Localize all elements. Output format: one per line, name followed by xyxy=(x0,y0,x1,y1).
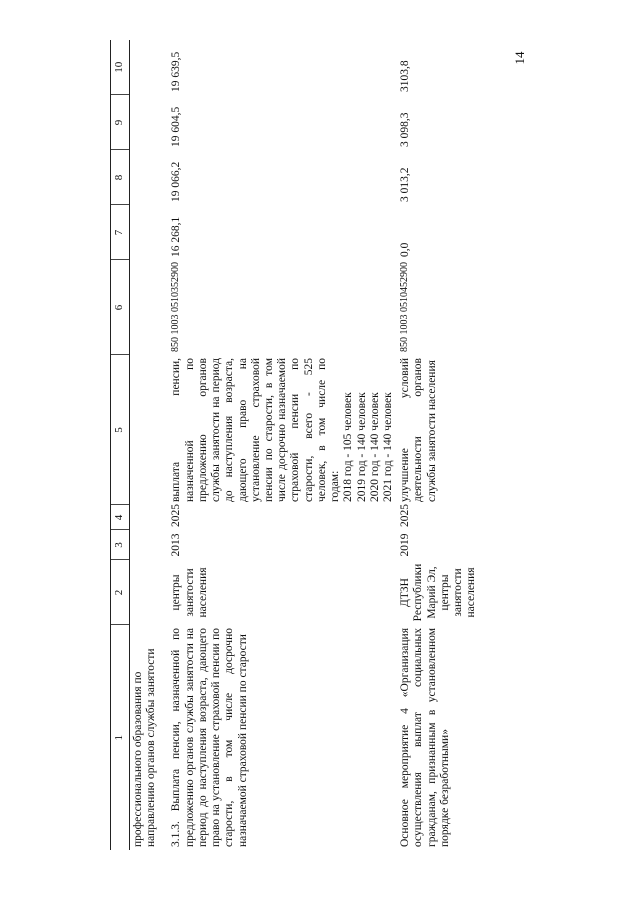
start-year: 2019 xyxy=(399,533,412,557)
col-num-1: 1 xyxy=(111,625,130,850)
budget-code: 850 1003 0510452900 xyxy=(399,262,411,352)
value-col10: 19 639,5 xyxy=(170,51,183,92)
col-num-10: 10 xyxy=(111,40,130,95)
year-2: 2019 год - 140 человек xyxy=(355,392,368,502)
year-3: 2020 год - 140 человек xyxy=(368,392,381,502)
end-year: 2025 xyxy=(170,504,183,527)
table-row xyxy=(168,40,397,850)
start-year: 2013 xyxy=(170,533,183,557)
expected-result: улучшение условий деятельности органов службы занятости населения xyxy=(399,358,438,502)
col-num-5: 5 xyxy=(111,355,130,505)
result-text: выплата пенсии, назначенной по предложению органов службы занятости на период до наступления возраста, дающего право на установление страховой пенсии по старости, в том числе досрочно назначаемой страховой пенсии по старости, всего - 525 человек, в том числе по годам: xyxy=(170,358,342,502)
value-col9: 19 604,5 xyxy=(170,106,183,147)
budget-code: 850 1003 0510352900 xyxy=(170,262,182,352)
column-number-row xyxy=(111,40,130,850)
value-col10: 3103,8 xyxy=(399,60,412,92)
budget-table xyxy=(110,40,480,850)
col-num-7: 7 xyxy=(111,205,130,260)
executor: ДТЗН Республики Марий Эл, центры занятости населения xyxy=(399,563,478,622)
executor: центры занятости населения xyxy=(170,567,209,618)
value-col8: 3 013,2 xyxy=(399,167,412,202)
continuation-row xyxy=(130,40,169,850)
expected-result xyxy=(168,355,397,505)
col-num-4: 4 xyxy=(111,505,130,530)
measure-name: 3.1.3. Выплата пенсии, назначенной по предложению органов службы занятости на период до наступления возраста, дающего право на установление страховой пенсии по старости, в том числе досрочно назначаемой страховой пенсии по старости xyxy=(170,628,249,847)
col-num-9: 9 xyxy=(111,95,130,150)
value-col8: 19 066,2 xyxy=(170,161,183,202)
continued-text: профессионального образования по направлению органов службы занятости xyxy=(132,648,158,847)
col-num-2: 2 xyxy=(111,560,130,625)
year-1: 2018 год - 105 человек xyxy=(342,392,355,502)
end-year: 2025 xyxy=(399,504,412,527)
value-col9: 3 098,3 xyxy=(399,112,412,147)
value-col7: 16 268,1 xyxy=(170,216,183,257)
measure-name: Основное мероприятие 4 «Организация осуществления выплат социальных гражданам, признанным в установленном порядке безработными» xyxy=(399,628,451,847)
value-col7: 0,0 xyxy=(399,242,412,257)
col-num-6: 6 xyxy=(111,260,130,355)
page-number: 14 xyxy=(512,51,527,65)
col-num-3: 3 xyxy=(111,530,130,560)
year-4: 2021 год - 140 человек xyxy=(381,392,394,502)
col-num-8: 8 xyxy=(111,150,130,205)
table-row xyxy=(397,40,480,850)
rotated-table-block xyxy=(110,40,510,850)
